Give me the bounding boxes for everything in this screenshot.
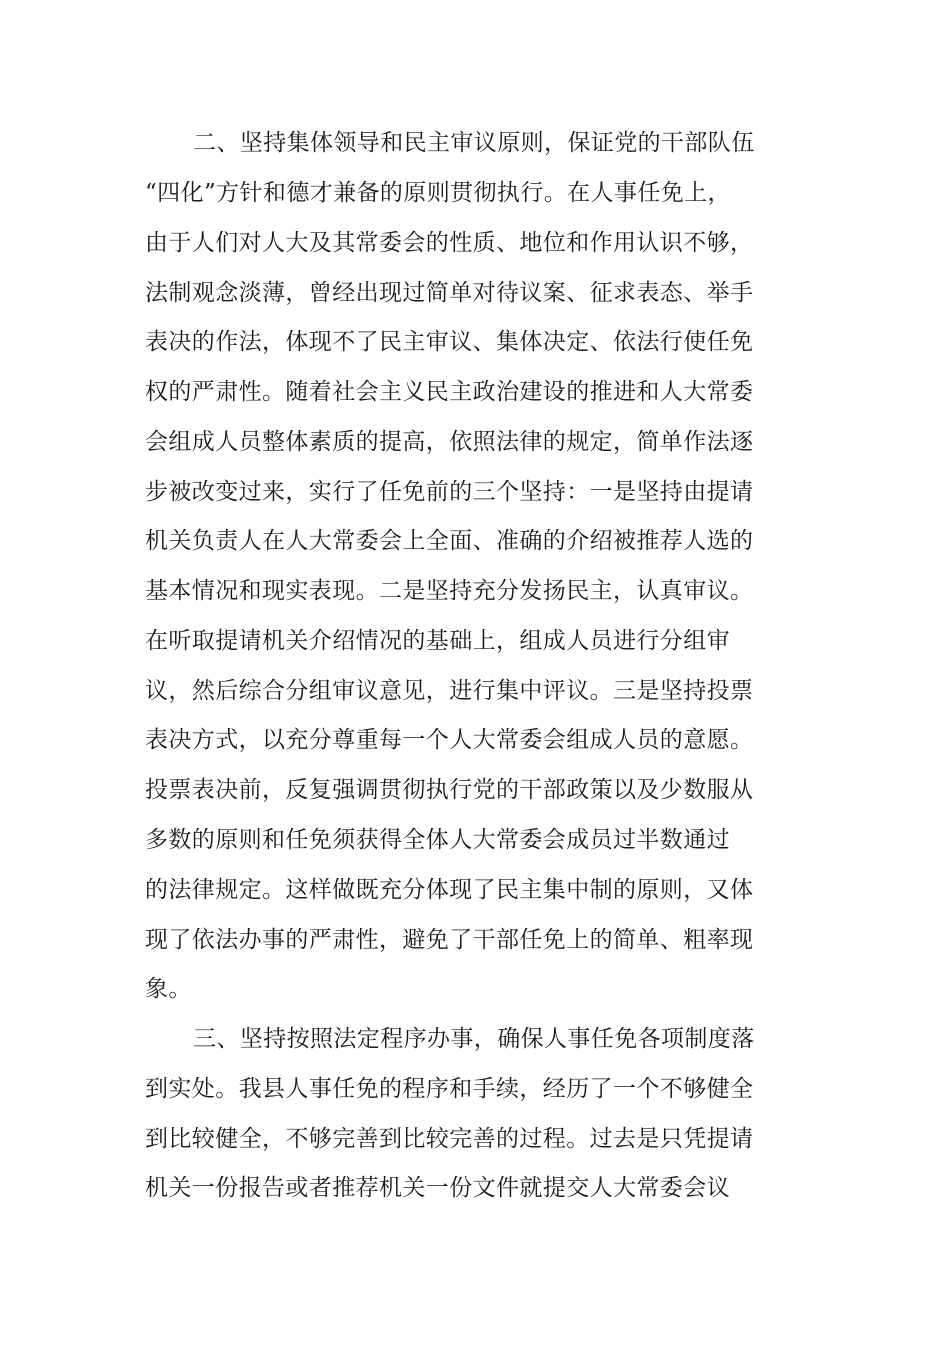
paragraph-2-line-6: 权的严肃性。随着社会主义民主政治建设的推进和人大常委 <box>145 379 754 405</box>
paragraph-2-line-8: 步被改变过来，实行了任免前的三个坚持：一是坚持由提请 <box>145 479 754 505</box>
paragraph-2-line-13: 表决方式，以充分尊重每一个人大常委会组成人员的意愿。 <box>145 727 754 753</box>
paragraph-2-line-14: 投票表决前，反复强调贯彻执行党的干部政策以及少数服从 <box>145 777 754 803</box>
paragraph-2-line-5: 表决的作法，体现不了民主审议、集体决定、依法行使任免 <box>145 329 754 355</box>
paragraph-2-line-15: 多数的原则和任免须获得全体人大常委会成员过半数通过 <box>145 827 730 853</box>
paragraph-3-line-4: 机关一份报告或者推荐机关一份文件就提交人大常委会议 <box>145 1175 730 1201</box>
paragraph-3-line-3: 到比较健全，不够完善到比较完善的过程。过去是只凭提请 <box>145 1126 754 1152</box>
paragraph-2-line-12: 议，然后综合分组审议意见，进行集中评议。三是坚持投票 <box>145 678 754 704</box>
paragraph-2-line-10: 基本情况和现实表现。二是坚持充分发扬民主，认真审议。 <box>145 578 754 604</box>
paragraph-3-line-1: 三、坚持按照法定程序办事，确保人事任免各项制度落 <box>193 1026 755 1052</box>
paragraph-2-line-9: 机关负责人在人大常委会上全面、准确的介绍被推荐人选的 <box>145 528 754 554</box>
paragraph-2-line-7: 会组成人员整体素质的提高，依照法律的规定，简单作法逐 <box>145 429 754 455</box>
paragraph-2-line-16: 的法律规定。这样做既充分体现了民主集中制的原则，又体 <box>145 877 754 903</box>
paragraph-2-line-2: “四化”方针和德才兼备的原则贯彻执行。在人事任免上， <box>145 180 731 206</box>
paragraph-2-line-18: 象。 <box>145 976 192 1002</box>
paragraph-2-line-3: 由于人们对人大及其常委会的性质、地位和作用认识不够， <box>145 230 754 256</box>
paragraph-2-line-11: 在听取提请机关介绍情况的基础上，组成人员进行分组审 <box>145 628 730 654</box>
paragraph-2-line-4: 法制观念淡薄，曾经出现过简单对待议案、征求表态、举手 <box>145 280 754 306</box>
paragraph-3-line-2: 到实处。我县人事任免的程序和手续，经历了一个不够健全 <box>145 1076 754 1102</box>
paragraph-2-line-17: 现了依法办事的严肃性，避免了干部任免上的简单、粗率现 <box>145 927 754 953</box>
paragraph-2-line-1: 二、坚持集体领导和民主审议原则，保证党的干部队伍 <box>193 130 755 156</box>
